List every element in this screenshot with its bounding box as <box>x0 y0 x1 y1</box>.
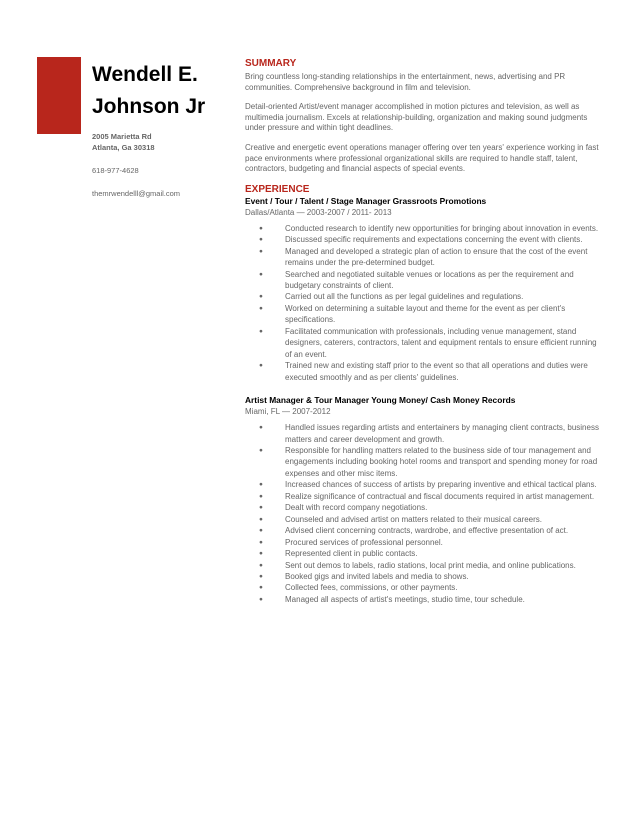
list-item: ● Worked on determining a suitable layout and theme for the event as per client's specifications. <box>245 303 603 326</box>
list-item: ● Carried out all the functions as per legal guidelines and regulations. <box>245 291 603 302</box>
list-item: ● Conducted research to identify new opportunities for bringing about innovation in events. <box>245 223 603 234</box>
list-item: ● Sent out demos to labels, radio stations, local print media, and online publications. <box>245 560 603 571</box>
list-item: ● Counseled and advised artist on matters related to their musical careers. <box>245 514 603 525</box>
phone-number: 618-977-4628 <box>92 166 139 175</box>
job-entry <box>245 196 603 383</box>
list-item: ● Discussed specific requirements and expectations concerning the event with clients. <box>245 234 603 245</box>
list-item: ● Advised client concerning contracts, wardrobe, and effective presentation of act. <box>245 525 603 536</box>
job-location-dates: Dallas/Atlanta — 2003-2007 / 2011- 2013 <box>245 207 392 217</box>
summary-heading: SUMMARY <box>245 58 297 69</box>
list-item: ● Trained new and existing staff prior to the event so that all operations and duties were executed smoothly and as per clients' guidelines. <box>245 360 603 383</box>
list-item: ● Increased chances of success of artists by preparing inventive and ethical tactical plans. <box>245 479 603 490</box>
summary-paragraph: Bring countless long-standing relationships in the entertainment, news, advertising and PR communities. Comprehensive background in film and television. <box>245 72 566 92</box>
name-line-2: Johnson Jr <box>92 95 206 118</box>
list-item: ● Dealt with record company negotiations. <box>245 502 603 513</box>
name-line-1: Wendell E. <box>92 63 198 86</box>
accent-block <box>37 57 81 134</box>
job-location-dates: Miami, FL — 2007-2012 <box>245 407 331 417</box>
job-bullet-list <box>245 223 603 383</box>
list-item: ● Booked gigs and invited labels and media to shows. <box>245 571 603 582</box>
list-item: ● Handled issues regarding artists and entertainers by managing client contracts, business matters and career development and growth. <box>245 422 603 445</box>
job-title: Artist Manager & Tour Manager Young Money/ Cash Money Records <box>245 395 516 406</box>
list-item: ● Managed all aspects of artist's meetings, studio time, tour schedule. <box>245 594 603 605</box>
list-item: ● Procured services of professional personnel. <box>245 537 603 548</box>
job-title: Event / Tour / Talent / Stage Manager Grassroots Promotions <box>245 195 487 206</box>
contact-column <box>92 59 240 199</box>
job-entry <box>245 395 603 605</box>
summary-paragraph: Detail-oriented Artist/event manager accomplished in motion pictures and television, as well as multimedia journalism. Excels at relationship-building, organization and making sound judgments under pressure and within tight deadlines. <box>245 102 588 133</box>
list-item: ● Searched and negotiated suitable venues or locations as per the requirement and budgetary constraints of client. <box>245 269 603 292</box>
address-line-2: Atlanta, Ga 30318 <box>92 143 155 152</box>
address-line-1: 2005 Marietta Rd <box>92 132 152 141</box>
main-column <box>245 57 603 605</box>
list-item: ● Responsible for handling matters related to the business side of tour management and engagements including booking hotel rooms and transport and spending money for road expenses and other misc items. <box>245 445 603 479</box>
list-item: ● Collected fees, commissions, or other payments. <box>245 582 603 593</box>
list-item: ● Managed and developed a strategic plan of action to ensure that the cost of the event remains under the pre-determined budget. <box>245 246 603 269</box>
list-item: ● Facilitated communication with professionals, including venue management, stand designers, caterers, contractors, talent and equipment rentals to ensure efficient running of an event. <box>245 326 603 360</box>
job-bullet-list <box>245 422 603 605</box>
list-item: ● Realize significance of contractual and fiscal documents required in artist management. <box>245 491 603 502</box>
summary-paragraph: Creative and energetic event operations manager offering over ten years' experience working in fast pace environments where professional organizational skills are required to handle staff, talent, contractors, budgeting and financial aspects of special events. <box>245 142 599 174</box>
experience-heading: EXPERIENCE <box>245 183 310 195</box>
email-address: themrwendelll@gmail.com <box>92 189 181 198</box>
list-item: ● Represented client in public contacts. <box>245 548 603 559</box>
